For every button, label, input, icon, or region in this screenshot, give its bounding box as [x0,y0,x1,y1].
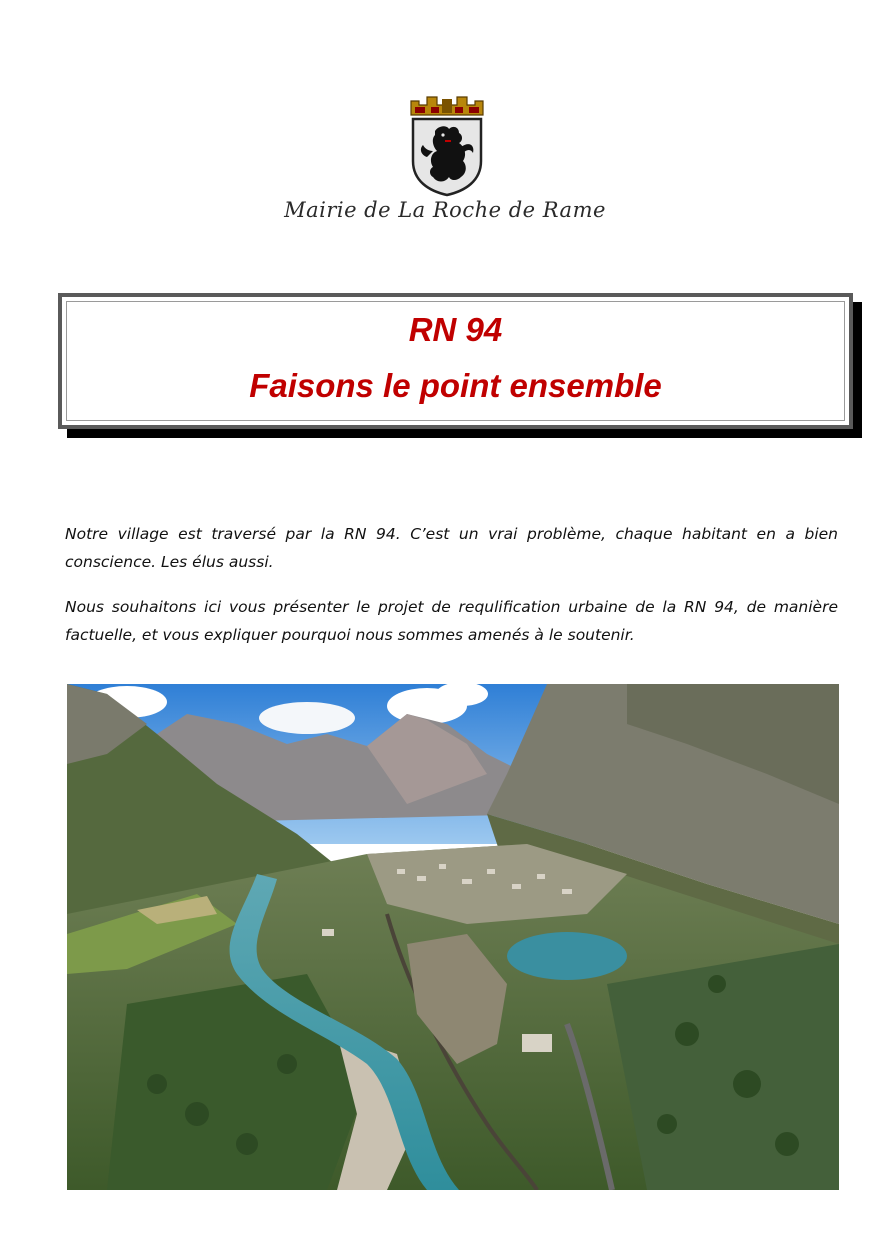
intro-paragraph: Notre village est traversé par la RN 94. C’est un vrai problème, chaque habitant en a bien conscience. Les élus aussi. [65,525,838,571]
coat-of-arms-icon [405,95,489,197]
mairie-label: Mairie de La Roche de Rame [284,198,606,222]
project-paragraph: Nous souhaitons ici vous présenter le projet de requlification urbaine de la RN 94, de manière factuelle, et vous expliquer pourquoi nous sommes amenés à le soutenir. [65,598,838,644]
title-line-1: RN 94 [408,311,503,348]
aerial-valley-photo [67,684,839,1190]
title-box [58,293,853,429]
title-line-2: Faisons le point ensemble [249,367,662,404]
